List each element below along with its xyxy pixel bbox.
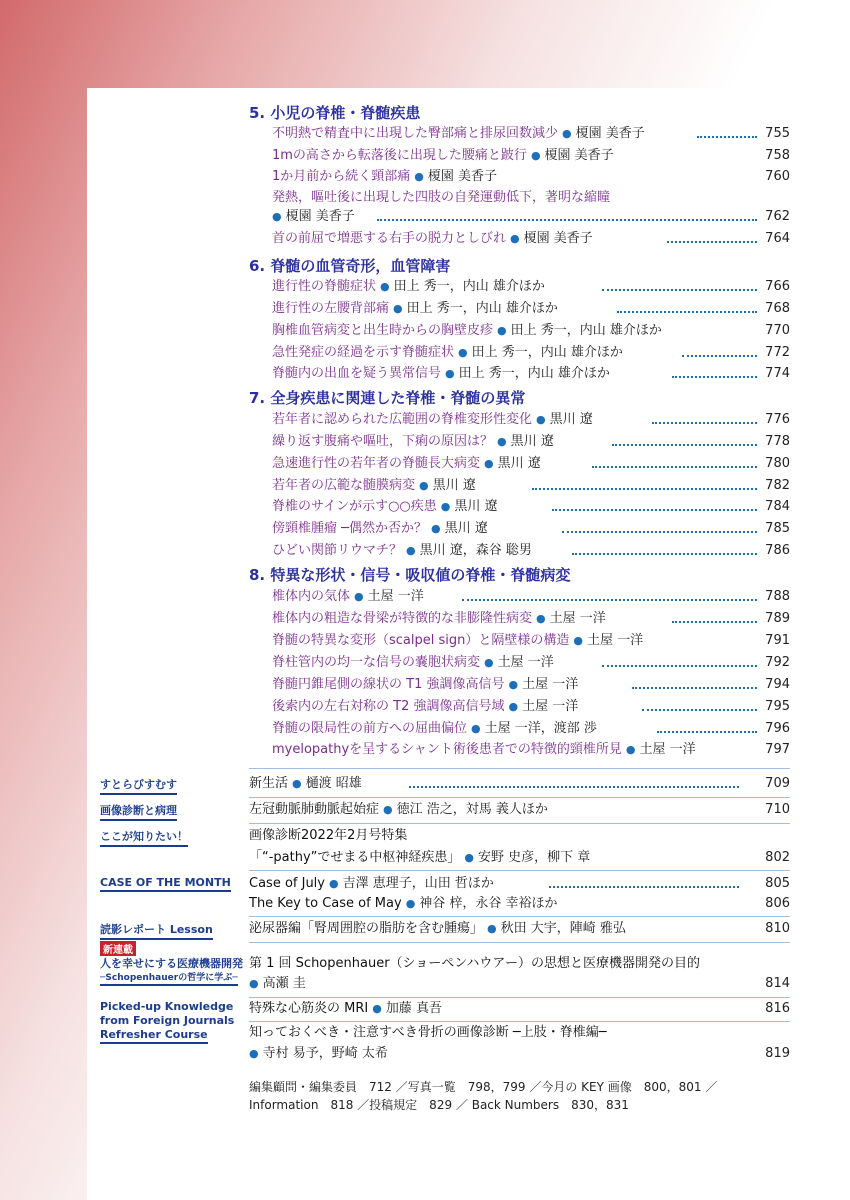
- bullet-icon: ●: [445, 367, 455, 380]
- bullet-icon: ●: [292, 777, 302, 790]
- series-entry[interactable]: [249, 954, 790, 974]
- entry-page: 780: [765, 456, 790, 471]
- entry-page: 762: [765, 209, 790, 224]
- entry-author: 田上 秀一，内山 雄介ほか: [393, 279, 545, 294]
- entry-title: 「“-pathy”でせまる中枢神経疾患」: [249, 850, 461, 865]
- entry-author: 田上 秀一，内山 雄介ほか: [471, 345, 623, 360]
- bullet-icon: ●: [249, 1047, 259, 1060]
- entry-title: 知っておくべき・注意すべき骨折の画像診断 ─上肢・脊椎編─: [249, 1025, 607, 1040]
- entry-title: Case of July: [249, 876, 325, 891]
- entry-author: 寺村 易予，野崎 太希: [262, 1046, 388, 1061]
- entry-page: 802: [765, 850, 790, 865]
- entry-author: 土屋 一洋: [522, 677, 579, 692]
- dot-leader: [377, 219, 757, 221]
- series-entry[interactable]: [249, 1044, 790, 1064]
- toc-entry[interactable]: [272, 343, 790, 363]
- bullet-icon: ●: [530, 149, 541, 162]
- entry-title: 1mの高さから転落後に出現した腰痛と跛行: [272, 148, 527, 163]
- bullet-icon: ●: [383, 803, 393, 816]
- entry-page: 758: [765, 148, 790, 163]
- dot-leader: [532, 488, 757, 490]
- bullet-icon: ●: [329, 877, 339, 890]
- bullet-icon: ●: [354, 590, 364, 603]
- toc-entry[interactable]: [272, 740, 790, 760]
- entry-author: 加藤 真吾: [385, 1001, 442, 1016]
- entry-page: 772: [765, 345, 790, 360]
- series-entry[interactable]: [249, 919, 790, 939]
- entry-author: 徳江 浩之，対馬 義人ほか: [396, 802, 548, 817]
- entry-page: 774: [765, 366, 790, 381]
- series-label: Refresher Course: [100, 1028, 208, 1044]
- series-entry[interactable]: [249, 974, 790, 994]
- entry-page: 819: [765, 1046, 790, 1061]
- entry-author: 黒川 遼，森谷 聡男: [419, 543, 532, 558]
- entry-author: 土屋 一洋: [497, 655, 554, 670]
- series-entry[interactable]: [249, 826, 790, 846]
- dot-leader: [602, 289, 757, 291]
- bullet-icon: ●: [484, 457, 494, 470]
- entry-page: 766: [765, 279, 790, 294]
- entry-page: 814: [765, 976, 790, 991]
- entry-page: 709: [765, 776, 790, 791]
- bullet-icon: ●: [272, 210, 282, 223]
- series-label: Picked-up Knowledge: [100, 1000, 234, 1013]
- divider: [249, 942, 790, 943]
- entry-title: The Key to Case of May: [249, 896, 402, 911]
- bullet-icon: ●: [405, 897, 416, 910]
- entry-author: 田上 秀一，内山 雄介ほか: [510, 323, 662, 338]
- dot-leader: [667, 241, 757, 243]
- entry-author: 黒川 遼: [444, 521, 488, 536]
- divider: [249, 870, 790, 871]
- toc-entry[interactable]: [272, 719, 790, 739]
- bullet-icon: ●: [536, 612, 546, 625]
- bullet-icon: ●: [458, 346, 468, 359]
- bullet-icon: ●: [497, 435, 507, 448]
- entry-title: 脊柱管内の均一な信号の嚢胞状病変: [272, 655, 481, 670]
- dot-leader: [572, 553, 757, 555]
- toc-entry[interactable]: [272, 299, 790, 319]
- section-heading: 8. 特異な形状・信号・吸収値の脊椎・脊髄病変: [249, 566, 571, 584]
- entry-author: 高瀬 圭: [262, 976, 306, 991]
- entry-title: 新生活: [249, 776, 289, 791]
- entry-page: 796: [765, 721, 790, 736]
- entry-author: 黒川 遼: [454, 499, 498, 514]
- series-label: from Foreign Journals: [100, 1014, 235, 1027]
- bullet-icon: ●: [497, 324, 507, 337]
- series-entry[interactable]: [249, 848, 790, 868]
- series-entry[interactable]: [249, 874, 790, 894]
- toc-entry[interactable]: [272, 587, 790, 607]
- entry-page: 788: [765, 589, 790, 604]
- series-label: 読影レポート Lesson: [100, 921, 213, 940]
- dot-leader: [592, 466, 757, 468]
- entry-page: 770: [765, 323, 790, 338]
- entry-page: 806: [765, 896, 790, 911]
- bullet-icon: ●: [508, 700, 519, 713]
- entry-title: 進行性の脊髄症状: [272, 279, 377, 294]
- entry-title: 繰り返す腹痛や嘔吐，下痢の原因は？: [272, 434, 494, 449]
- series-label: 人を幸せにする医療機器開発: [100, 957, 243, 970]
- entry-page: 784: [765, 499, 790, 514]
- entry-title: 椎体内の粗造な骨梁が特徴的な非膨隆性病変: [272, 611, 533, 626]
- divider: [249, 916, 790, 917]
- entry-page: 755: [765, 126, 790, 141]
- entry-title: 不明熱で精査中に出現した臀部痛と排尿回数減少: [272, 126, 559, 141]
- series-label: ここが知りたい！: [100, 828, 188, 847]
- entry-page: 785: [765, 521, 790, 536]
- toc-entry[interactable]: [272, 364, 790, 384]
- dot-leader: [552, 509, 757, 511]
- entry-author: 榎園 美香子: [285, 209, 355, 224]
- series-sublabel: ─Schopenhauerの哲学に学ぶ─: [100, 970, 238, 986]
- toc-entry[interactable]: [272, 410, 790, 430]
- entry-author: 黒川 遼: [497, 456, 541, 471]
- toc-entry[interactable]: [272, 675, 790, 695]
- divider: [249, 997, 790, 998]
- new-series-badge: 新連載: [100, 941, 136, 956]
- entry-author: 土屋 一洋: [586, 633, 644, 648]
- dot-leader: [672, 621, 757, 623]
- entry-title: 泌尿器編「腎周囲腔の脂肪を含む腫瘍」: [249, 921, 484, 936]
- entry-title: 若年者に認められた広範囲の脊椎変形性変化: [272, 412, 533, 427]
- series-entry[interactable]: [249, 999, 790, 1019]
- entry-title: 左冠動脈肺動脈起始症: [249, 802, 380, 817]
- divider: [249, 1021, 790, 1022]
- entry-title: 脊髄円錐尾側の線状の T1 強調像高信号: [272, 677, 505, 692]
- series-label: CASE OF THE MONTH: [100, 876, 231, 892]
- entry-title: 脊髄の特異な変形（scalpel sign）と隔壁様の構造: [272, 633, 570, 648]
- entry-author: 黒川 遼: [510, 434, 554, 449]
- entry-page: 760: [765, 169, 790, 184]
- toc-entry[interactable]: [272, 454, 790, 474]
- entry-author: 土屋 一洋: [367, 589, 424, 604]
- entry-author: 土屋 一洋: [639, 742, 696, 757]
- entry-author: 神谷 梓，永谷 幸裕ほか: [419, 896, 558, 911]
- entry-title[interactable]: 発熱，嘔吐後に出現した四肢の自発運動低下，著明な縮瞳: [272, 190, 611, 205]
- entry-author: 土屋 一洋: [549, 611, 606, 626]
- entry-title: myelopathyを呈するシャント術後患者での特徴的頸椎所見: [272, 742, 622, 757]
- bullet-icon: ●: [372, 1002, 382, 1015]
- series-entry[interactable]: [249, 894, 790, 914]
- entry-author: 榎園 美香子: [575, 126, 645, 141]
- dot-leader: [672, 376, 757, 378]
- entry-title: 脊髄内の出血を疑う異常信号: [272, 366, 442, 381]
- entry-title: 傍頸椎腫瘤 ─偶然か否か？: [272, 521, 427, 536]
- entry-author: 榎園 美香子: [523, 231, 593, 246]
- entry-title: 画像診断2022年2月号特集: [249, 828, 408, 843]
- bullet-icon: ●: [249, 977, 259, 990]
- entry-author: 田上 秀一，内山 雄介ほか: [458, 366, 610, 381]
- series-entry[interactable]: [249, 1023, 790, 1043]
- bullet-icon: ●: [562, 127, 572, 140]
- bullet-icon: ●: [406, 544, 416, 557]
- entry-page: 768: [765, 301, 790, 316]
- entry-page: 791: [765, 633, 790, 648]
- bullet-icon: ●: [430, 522, 441, 535]
- entry-author: 安野 史彦，柳下 章: [478, 850, 591, 865]
- bullet-icon: ●: [510, 232, 520, 245]
- footer-line: Information 818 ／投稿規定 829 ／ Back Numbers 830，831: [249, 1098, 629, 1112]
- dot-leader: [549, 886, 739, 888]
- entry-author: 田上 秀一，内山 雄介ほか: [406, 301, 558, 316]
- toc-entry[interactable]: [272, 519, 790, 539]
- entry-author: 樋渡 昭雄: [305, 776, 362, 791]
- dot-leader: [657, 731, 757, 733]
- toc-entry[interactable]: [272, 476, 790, 496]
- entry-title: 1か月前から続く頸部痛: [272, 169, 411, 184]
- toc-entry[interactable]: [272, 541, 790, 561]
- dot-leader: [602, 665, 757, 667]
- bullet-icon: ●: [573, 634, 583, 647]
- bullet-icon: ●: [536, 413, 546, 426]
- entry-page: 794: [765, 677, 790, 692]
- dot-leader: [617, 311, 757, 313]
- entry-page: 764: [765, 231, 790, 246]
- dot-leader: [682, 355, 757, 357]
- toc-entry[interactable]: [272, 321, 790, 341]
- dot-leader: [462, 599, 757, 601]
- toc-entry[interactable]: [272, 167, 790, 187]
- entry-page: 776: [765, 412, 790, 427]
- series-label: すとらびすむす: [100, 776, 177, 795]
- entry-author: 秋田 大宇，陣崎 雅弘: [500, 921, 626, 936]
- toc-entry[interactable]: [272, 432, 790, 452]
- entry-title: 脊髄の限局性の前方への屈曲偏位: [272, 721, 468, 736]
- entry-page: 805: [765, 876, 790, 891]
- bullet-icon: ●: [414, 170, 424, 183]
- series-label: 画像診断と病理: [100, 802, 177, 821]
- toc-entry[interactable]: [272, 497, 790, 517]
- entry-title: 後索内の左右対称の T2 強調像高信号域: [272, 699, 505, 714]
- entry-title: 胸椎血管病変と出生時からの胸壁皮疹: [272, 323, 494, 338]
- divider: [249, 823, 790, 824]
- dot-leader: [632, 687, 757, 689]
- bullet-icon: ●: [393, 302, 403, 315]
- bullet-icon: ●: [380, 280, 390, 293]
- dot-leader: [652, 422, 757, 424]
- entry-title: 急速進行性の若年者の脊髄長大病変: [272, 456, 481, 471]
- entry-title: 若年者の広範な髄膜病変: [272, 478, 416, 493]
- bullet-icon: ●: [471, 722, 481, 735]
- entry-page: 782: [765, 478, 790, 493]
- entry-author: 土屋 一洋，渡部 渉: [484, 721, 597, 736]
- bullet-icon: ●: [487, 922, 497, 935]
- entry-title: ひどい関節リウマチ？: [272, 543, 403, 558]
- entry-title: 椎体内の気体: [272, 589, 351, 604]
- entry-page: 816: [765, 1001, 790, 1016]
- section-heading: 7. 全身疾患に関連した脊椎・脊髄の異常: [249, 389, 526, 407]
- entry-author: 土屋 一洋: [522, 699, 579, 714]
- entry-page: 792: [765, 655, 790, 670]
- toc-entry[interactable]: [272, 146, 790, 166]
- toc-entry[interactable]: [272, 631, 790, 651]
- entry-page: 810: [765, 921, 790, 936]
- entry-title: 第 1 回 Schopenhauer（ショーペンハウアー）の思想と医療機器開発の目的: [249, 956, 700, 971]
- entry-author: 榎園 美香子: [427, 169, 498, 184]
- dot-leader: [409, 786, 739, 788]
- toc-entry[interactable]: [272, 124, 790, 144]
- dot-leader: [562, 531, 757, 533]
- entry-title: 急性発症の経過を示す脊髄症状: [272, 345, 455, 360]
- entry-page: 795: [765, 699, 790, 714]
- entry-page: 710: [765, 802, 790, 817]
- toc-entry[interactable]: [272, 277, 790, 297]
- entry-title: 進行性の左腰背部痛: [272, 301, 390, 316]
- entry-page: 786: [765, 543, 790, 558]
- entry-title: 特殊な心筋炎の MRI: [249, 1001, 369, 1016]
- entry-title: 脊椎のサインが示す○○疾患: [272, 499, 437, 514]
- section-heading: 5. 小児の脊椎・脊髄疾患: [249, 104, 421, 122]
- entry-page: 789: [765, 611, 790, 626]
- entry-page: 797: [765, 742, 790, 757]
- series-entry[interactable]: [249, 800, 790, 820]
- toc-entry[interactable]: [272, 229, 790, 249]
- footer-line: 編集顧問・編集委員 712 ／写真一覧 798，799 ／今月の KEY 画像 800，801 ／: [249, 1080, 718, 1094]
- bullet-icon: ●: [464, 851, 475, 864]
- toc-entry[interactable]: [272, 697, 790, 717]
- dot-leader: [697, 136, 757, 138]
- toc-entry[interactable]: [272, 609, 790, 629]
- entry-author: 黒川 遼: [549, 412, 593, 427]
- toc-entry[interactable]: [272, 653, 790, 673]
- bullet-icon: ●: [419, 479, 429, 492]
- bullet-icon: ●: [508, 678, 519, 691]
- divider: [249, 797, 790, 798]
- divider: [249, 768, 790, 769]
- bullet-icon: ●: [484, 656, 494, 669]
- entry-title: 首の前屈で増悪する右手の脱力としびれ: [272, 231, 507, 246]
- toc-entry[interactable]: [272, 207, 790, 227]
- entry-author: 榎園 美香子: [544, 148, 614, 163]
- entry-author: 黒川 遼: [432, 478, 476, 493]
- entry-page: 778: [765, 434, 790, 449]
- entry-author: 吉澤 恵理子，山田 哲ほか: [342, 876, 494, 891]
- bullet-icon: ●: [440, 500, 451, 513]
- dot-leader: [642, 709, 757, 711]
- section-heading: 6. 脊髄の血管奇形，血管障害: [249, 257, 451, 275]
- bullet-icon: ●: [625, 743, 636, 756]
- dot-leader: [612, 444, 757, 446]
- series-entry[interactable]: [249, 774, 790, 794]
